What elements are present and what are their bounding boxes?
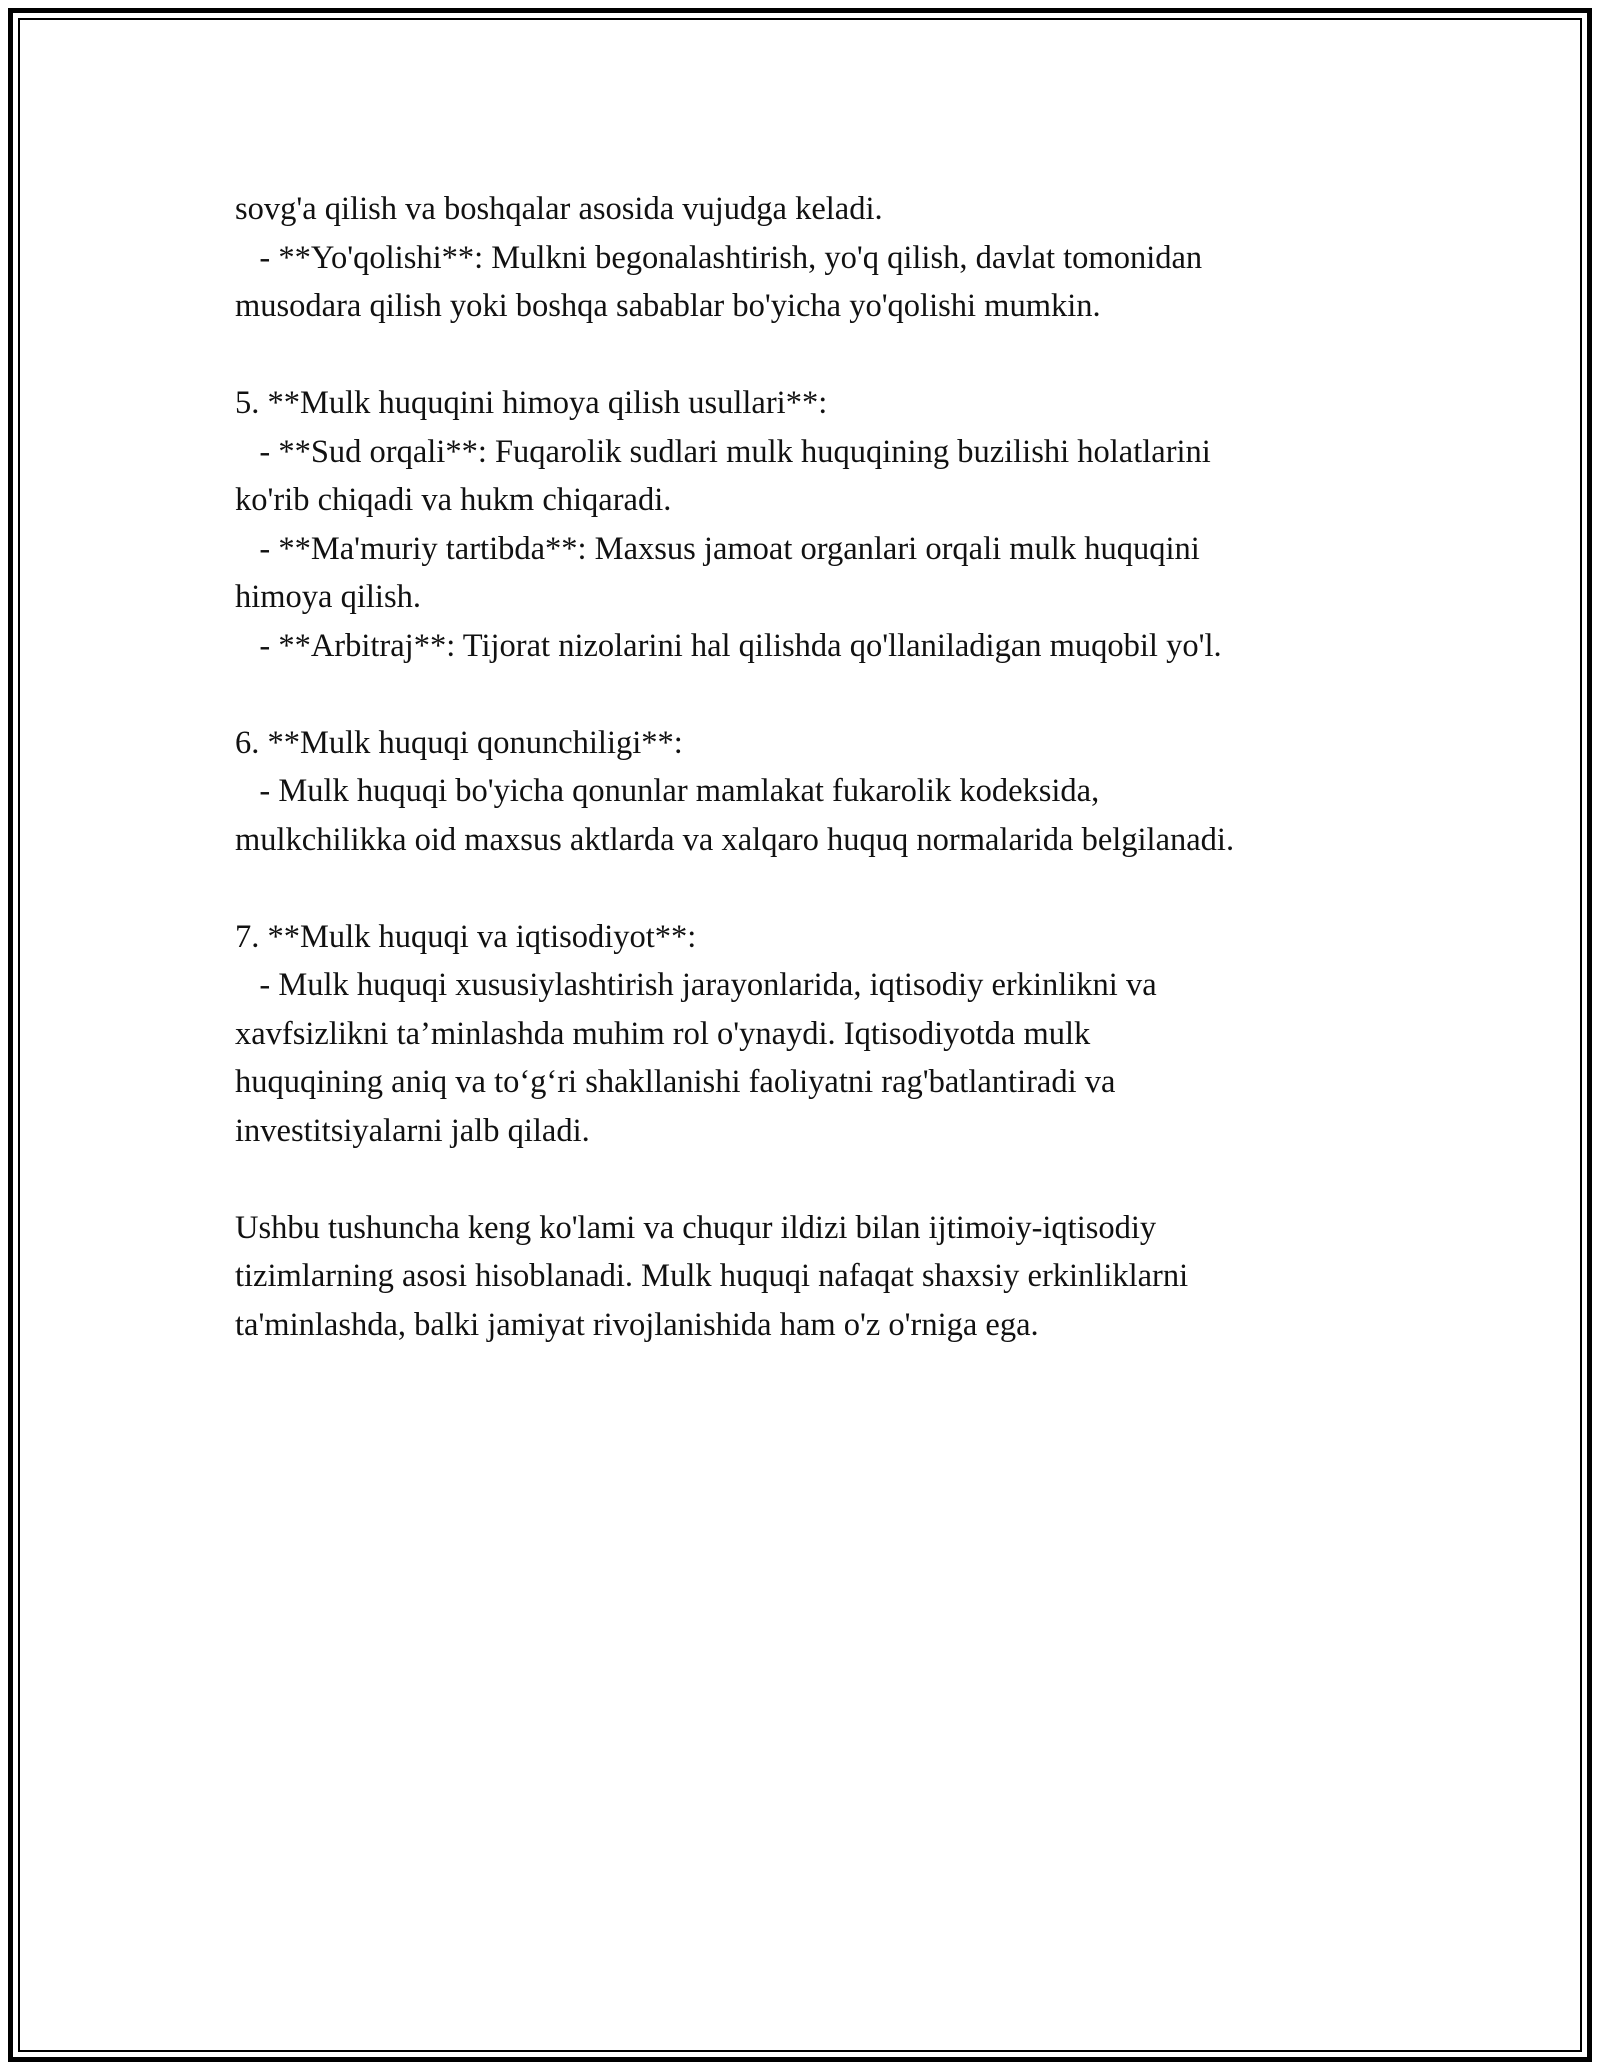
text-line: mulkchilikka oid maxsus aktlarda va xalqaro huquq normalarida belgilanadi. <box>235 821 1235 858</box>
text-line: - **Yo'qolishi**: Mulkni begonalashtirish, yo'q qilish, davlat tomonidan <box>235 239 1203 276</box>
paragraph-gap <box>235 864 1435 913</box>
text-line: - **Ma'muriy tartibda**: Maxsus jamoat organlari orqali mulk huquqini <box>235 530 1200 567</box>
text-line: Ushbu tushuncha keng ko'lami va chuqur ildizi bilan ijtimoiy-iqtisodiy <box>235 1209 1157 1246</box>
text-line: - **Sud orqali**: Fuqarolik sudlari mulk huquqining buzilishi holatlarini <box>235 433 1211 470</box>
text-line: sovg'a qilish va boshqalar asosida vujudga keladi. <box>235 191 883 227</box>
paragraph-gap <box>235 670 1435 719</box>
section-heading: 7. **Mulk huquqi va iqtisodiyot**: <box>235 918 697 955</box>
text-line: himoya qilish. <box>235 579 421 615</box>
text-line: ta'minlashda, balki jamiyat rivojlanishida ham o'z o'rniga ega. <box>235 1306 1039 1343</box>
text-line: tizimlarning asosi hisoblanadi. Mulk huquqi nafaqat shaxsiy erkinliklarni <box>235 1258 1189 1294</box>
text-line: ko'rib chiqadi va hukm chiqaradi. <box>235 482 672 518</box>
document-body <box>235 185 1435 1349</box>
section-heading: 5. **Mulk huquqini himoya qilish usullari**: <box>235 385 828 421</box>
text-line: musodara qilish yoki boshqa sabablar bo'yicha yo'qolishi mumkin. <box>235 288 1101 324</box>
text-line: investitsiyalarni jalb qiladi. <box>235 1112 590 1149</box>
text-line: xavfsizlikni ta’minlashda muhim rol o'ynaydi. Iqtisodiyotda mulk <box>235 1015 1091 1052</box>
paragraph-gap <box>235 1155 1435 1204</box>
text-line: - Mulk huquqi bo'yicha qonunlar mamlakat fukarolik kodeksida, <box>235 773 1100 809</box>
text-line: huquqining aniq va to‘g‘ri shakllanishi faoliyatni rag'batlantiradi va <box>235 1064 1116 1100</box>
text-line: - **Arbitraj**: Tijorat nizolarini hal qilishda qo'llaniladigan muqobil yo'l. <box>235 627 1222 664</box>
text-line: - Mulk huquqi xususiylashtirish jarayonlarida, iqtisodiy erkinlikni va <box>235 967 1157 1003</box>
paragraph-gap <box>235 331 1435 380</box>
section-heading: 6. **Mulk huquqi qonunchiligi**: <box>235 724 683 761</box>
